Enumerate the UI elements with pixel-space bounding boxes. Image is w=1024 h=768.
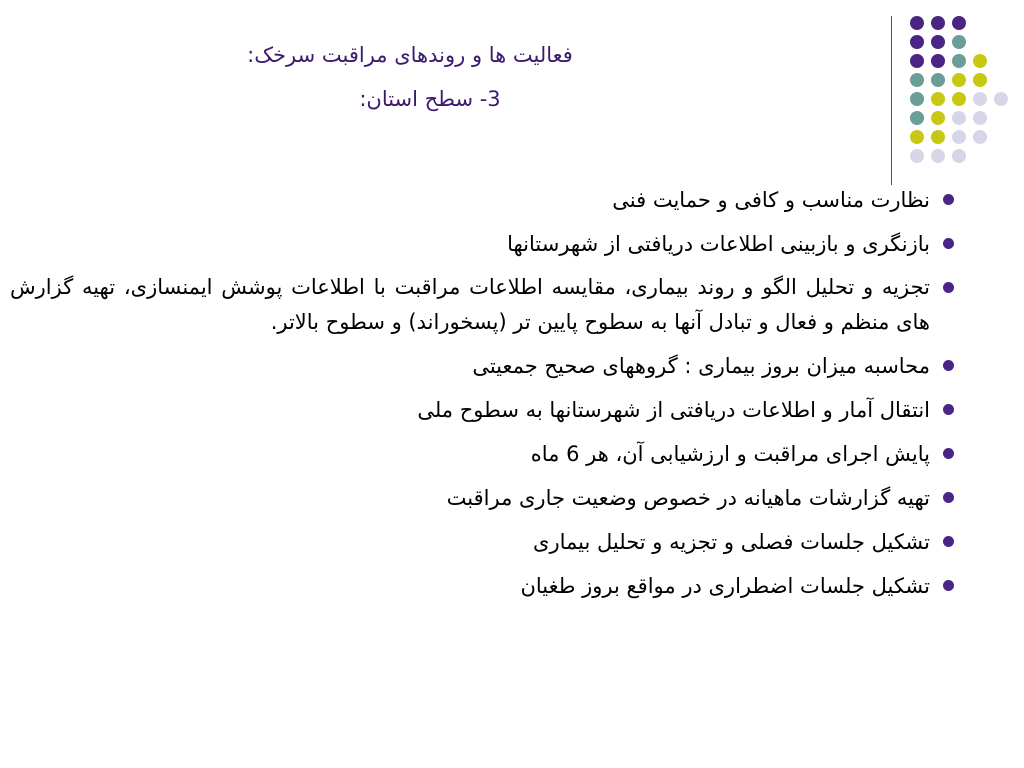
list-item	[10, 436, 960, 472]
bullet-icon	[943, 580, 954, 591]
decorative-dot	[910, 111, 924, 125]
decorative-dot-grid	[0, 0, 1024, 170]
decorative-dot	[952, 111, 966, 125]
list-item-text: تشکیل جلسات فصلی و تجزیه و تحلیل بیماری	[533, 530, 930, 554]
list-item-text: انتقال آمار و اطلاعات دریافتی از شهرستانها به سطوح ملی	[417, 398, 930, 422]
decorative-dot	[973, 111, 987, 125]
decorative-dot	[910, 130, 924, 144]
bullet-icon	[943, 492, 954, 503]
decorative-dot	[973, 54, 987, 68]
bullet-icon	[943, 194, 954, 205]
decorative-dot	[973, 92, 987, 106]
decorative-dot	[931, 92, 945, 106]
decorative-dot	[910, 73, 924, 87]
list-item	[10, 270, 960, 340]
list-item	[10, 226, 960, 262]
decorative-dot	[931, 130, 945, 144]
decorative-dot	[910, 54, 924, 68]
bullet-icon	[943, 238, 954, 249]
decorative-dot	[910, 149, 924, 163]
list-item-text: نظارت مناسب و کافی و حمایت فنی	[612, 188, 930, 212]
decorative-dot	[931, 149, 945, 163]
decorative-dot	[931, 111, 945, 125]
decorative-dot	[931, 73, 945, 87]
decorative-dot	[952, 16, 966, 30]
list-item-text: پایش اجرای مراقبت و ارزشیابی آن، هر 6 ماه	[530, 442, 930, 466]
decorative-dot	[931, 35, 945, 49]
bullet-list	[10, 182, 960, 612]
decorative-dot	[952, 130, 966, 144]
decorative-dot	[952, 73, 966, 87]
decorative-dot	[910, 16, 924, 30]
list-item	[10, 524, 960, 560]
bullet-icon	[943, 404, 954, 415]
decorative-dot	[973, 73, 987, 87]
decorative-dot	[952, 92, 966, 106]
list-item	[10, 182, 960, 218]
decorative-dot	[973, 130, 987, 144]
bullet-icon	[943, 282, 954, 293]
decorative-dot	[931, 54, 945, 68]
list-item-text: تجزیه و تحلیل الگو و روند بیماری، مقایسه اطلاعات مراقبت با اطلاعات پوشش ایمنسازی، تهیه گزارش های منظم و فعال و تبادل آنها به سطوح پایین تر (پسخوراند) و سطوح بالاتر.	[10, 275, 930, 334]
decorative-dot	[910, 92, 924, 106]
list-item	[10, 348, 960, 384]
title-line-1: فعالیت ها و روندهای مراقبت سرخک:	[247, 43, 573, 67]
bullet-icon	[943, 448, 954, 459]
list-item	[10, 568, 960, 604]
decorative-dot	[952, 35, 966, 49]
list-item-text: تشکیل جلسات اضطراری در مواقع بروز طغیان	[520, 574, 930, 598]
title-line-2: 3- سطح استان:	[359, 87, 501, 112]
list-item-text: تهیه گزارشات ماهیانه در خصوص وضعیت جاری مراقبت	[446, 486, 930, 510]
decorative-dot	[931, 16, 945, 30]
bullet-icon	[943, 360, 954, 371]
decorative-dot	[952, 54, 966, 68]
decorative-dot	[952, 149, 966, 163]
list-item-text: بازنگری و بازبینی اطلاعات دریافتی از شهرستانها	[507, 232, 930, 256]
list-item	[10, 480, 960, 516]
bullet-icon	[943, 536, 954, 547]
decorative-dot	[910, 35, 924, 49]
decorative-dot	[994, 92, 1008, 106]
list-item	[10, 392, 960, 428]
list-item-text: محاسبه میزان بروز بیماری : گروههای صحیح جمعیتی	[472, 354, 930, 378]
